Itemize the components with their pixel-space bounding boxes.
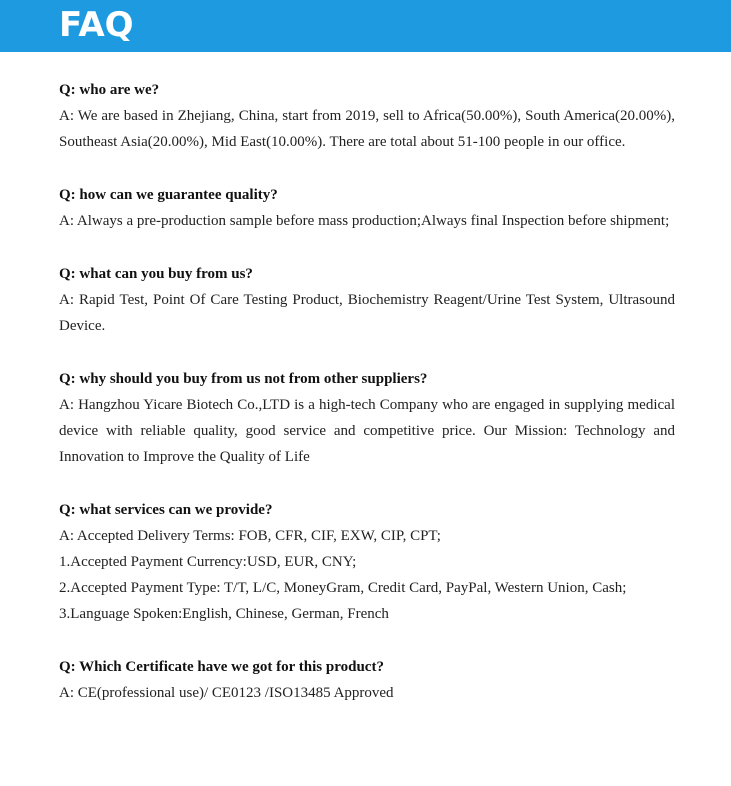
faq-question: Q: Which Certificate have we got for this product? <box>59 659 384 675</box>
faq-answer-line-language: 3.Language Spoken:English, Chinese, German, French <box>59 606 389 622</box>
faq-item-products <box>59 261 675 339</box>
faq-item-services <box>59 497 675 627</box>
faq-answer: A: CE(professional use)/ CE0123 /ISO13485 Approved <box>59 685 394 701</box>
faq-answer-line-payment-type: 2.Accepted Payment Type: T/T, L/C, MoneyGram, Credit Card, PayPal, Western Union, Cash; <box>59 580 627 596</box>
faq-answer: A: We are based in Zhejiang, China, start from 2019, sell to Africa(50.00%), South America(20.00%), Southeast Asia(20.00%), Mid East(10.00%). There are total about 51-100 people in our office. <box>59 108 675 150</box>
faq-item-why-us <box>59 366 675 470</box>
faq-answer: A: Hangzhou Yicare Biotech Co.,LTD is a high-tech Company who are engaged in supplying medical device with reliable quality, good service and competitive price. Our Mission: Technology and Innovation to Improve the Quality of Life <box>59 397 675 465</box>
faq-header-bar <box>0 0 731 52</box>
faq-answer: A: Always a pre-production sample before mass production;Always final Inspection before shipment; <box>59 213 670 229</box>
faq-item-quality <box>59 182 675 234</box>
faq-item-who-are-we <box>59 77 675 155</box>
faq-answer-line-delivery-terms: A: Accepted Delivery Terms: FOB, CFR, CIF, EXW, CIP, CPT; <box>59 528 441 544</box>
faq-answer: A: Rapid Test, Point Of Care Testing Product, Biochemistry Reagent/Urine Test System, Ultrasound Device. <box>59 292 675 334</box>
page-title: FAQ <box>59 5 134 45</box>
faq-question: Q: what services can we provide? <box>59 502 273 518</box>
faq-answer-line-payment-currency: 1.Accepted Payment Currency:USD, EUR, CNY; <box>59 554 357 570</box>
faq-question: Q: who are we? <box>59 82 160 98</box>
faq-question: Q: what can you buy from us? <box>59 266 253 282</box>
faq-item-certificate <box>59 654 675 706</box>
faq-question: Q: why should you buy from us not from other suppliers? <box>59 371 428 387</box>
faq-question: Q: how can we guarantee quality? <box>59 187 278 203</box>
faq-list <box>59 77 675 733</box>
